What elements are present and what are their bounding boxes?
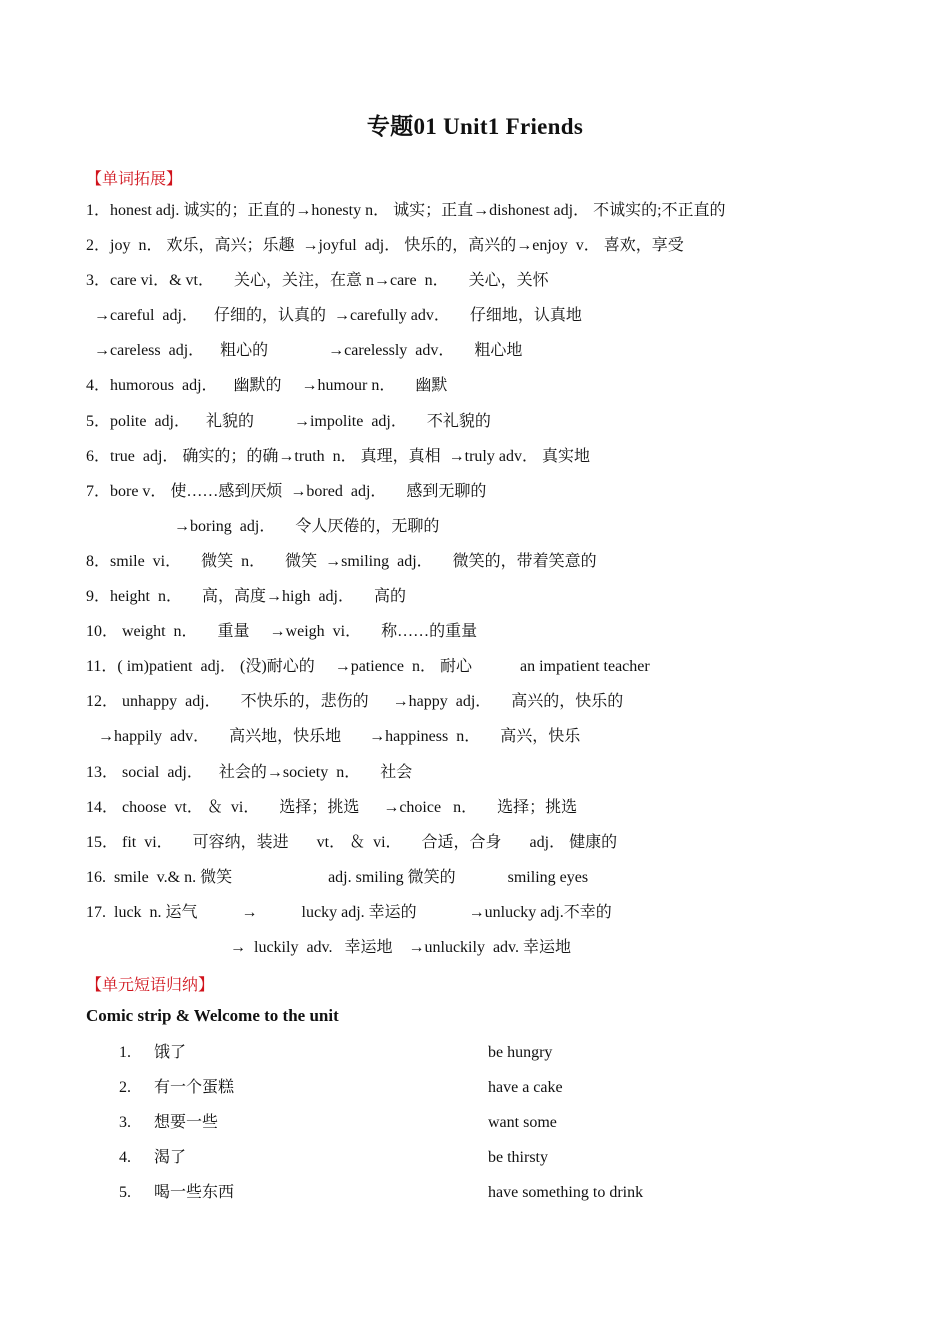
vocab-line: 5．polite adj． 礼貌的 →impolite adj． 不礼貌的 [86,412,491,430]
phrase-chinese: 有一个蛋糕 [154,1079,235,1097]
phrase-number: 2. [119,1079,131,1097]
phrase-number: 1. [119,1044,131,1061]
vocab-line: →boring adj． 令人厌倦的，无聊的 [86,517,440,535]
vocab-line: 14． choose vt． ＆ vi． 选择；挑选 →choice n． 选择；挑选 [86,798,578,816]
vocab-line: 17. luck n. 运气 → lucky adj. 幸运的 →unlucky adj.不幸的 [86,903,612,921]
phrase-number: 5. [119,1184,131,1202]
vocab-line: →careless adj． 粗心的 →carelessly adv． 粗心地 [86,342,523,360]
vocab-line: 1．honest adj. 诚实的；正直的→honesty n． 诚实；正直→dishonest adj． 不诚实的;不正直的 [86,202,726,219]
phrase-number: 4. [119,1149,131,1167]
vocab-line: →happily adv． 高兴地，快乐地 →happiness n． 高兴，快乐 [86,728,581,746]
phrase-english: have something to drink [488,1184,644,1202]
phrase-row [119,1175,819,1210]
phrase-chinese: 喝一些东西 [154,1184,235,1202]
phrase-row [119,1105,819,1140]
vocab-line: →careful adj． 仔细的，认真的 →carefully adv． 仔细地，认真地 [86,307,582,325]
phrase-chinese: 渴了 [154,1149,187,1167]
vocab-line: 13． social adj． 社会的→society n． 社会 [86,763,413,781]
vocab-line: 3．care vi．& vt． 关心，关注，在意 n→care n． 关心，关怀 [86,272,549,290]
vocab-line: → luckily adv. 幸运地 →unluckily adv. 幸运地 [86,938,572,956]
vocab-line: 6．true adj． 确实的；的确→truth n． 真理，真相 →truly adv． 真实地 [86,447,590,465]
vocab-line: 2．joy n． 欢乐，高兴；乐趣 →joyful adj． 快乐的，高兴的→enjoy v． 喜欢，享受 [86,237,684,255]
vocab-line: 9．height n． 高，高度→high adj． 高的 [86,588,406,606]
section-heading-phrases: 【单元短语归纳】 [86,977,215,994]
phrase-list [119,1035,819,1210]
subsection-heading: Comic strip & Welcome to the unit [86,1006,339,1025]
vocab-line: 10． weight n． 重量 →weigh vi． 称……的重量 [86,623,478,641]
vocabulary-list [86,193,906,965]
vocab-line: 12． unhappy adj． 不快乐的，悲伤的 →happy adj． 高兴的，快乐的 [86,693,624,711]
vocab-line: 8．smile vi． 微笑 n． 微笑 →smiling adj． 微笑的，带着笑意的 [86,552,597,570]
phrase-english: be thirsty [488,1149,548,1167]
phrase-number: 3. [119,1114,131,1132]
vocab-line: 7．bore v． 使……感到厌烦 →bored adj． 感到无聊的 [86,482,487,500]
vocab-line: 15． fit vi． 可容纳，装进 vt． ＆ vi． 合适，合身 adj． 健康的 [86,833,618,851]
phrase-english: want some [488,1114,557,1132]
section-heading-vocabulary: 【单词拓展】 [86,171,183,188]
phrase-row [119,1070,819,1105]
vocab-line: 4．humorous adj． 幽默的 →humour n． 幽默 [86,377,448,395]
phrase-row [119,1035,819,1070]
phrase-row [119,1140,819,1175]
page-title: 专题01 Unit1 Friends [366,114,584,139]
phrase-english: be hungry [488,1044,553,1061]
phrase-english: have a cake [488,1079,563,1097]
phrase-chinese: 饿了 [154,1044,187,1061]
vocab-line: 11．( im)patient adj． (没)耐心的 →patience n． 耐心 an impatient teacher [86,658,650,676]
phrase-chinese: 想要一些 [154,1114,219,1132]
vocab-line: 16. smile v.& n. 微笑 adj. smiling 微笑的 smiling eyes [86,868,589,886]
